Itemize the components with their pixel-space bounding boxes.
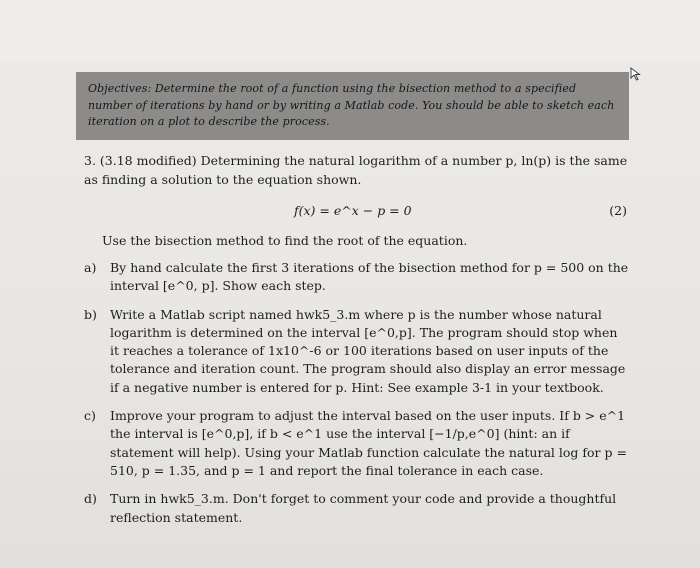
part-a [84,259,629,296]
equation: f(x) = e^x − p = 0 [294,203,412,218]
part-label: b) [84,306,97,322]
problem-intro [84,152,629,189]
part-text: By hand calculate the first 3 iterations of the bisection method for p = 500 on the interval [e^0, p]. Show each step. [110,260,629,294]
part-text: Improve your program to adjust the interval based on the user inputs. If b > e^1 the interval is [e^0,p], if b < e^1 use the interval [−1/p,e^0] (hint: an if statement will help). Using your Matlab function calculate the natural log for p = 510, p = 1.35, and p = 1 and report the final tolerance in each case. [110,408,627,478]
part-text: Turn in hwk5_3.m. Don't forget to comment your code and provide a thoughtful reflection statement. [110,491,617,525]
part-label: a) [84,260,97,275]
part-label: c) [84,408,96,424]
problem-number: 3. [84,153,96,168]
part-c [84,407,629,480]
part-d [84,490,629,527]
problem-parts-list [84,259,629,537]
part-label: d) [84,491,97,507]
problem-title: (3.18 modified) Determining the natural logarithm of a number p, ln(p) is the same as finding a solution to the equation shown. [84,153,628,187]
part-b [84,306,629,397]
equation-number: (2) [609,203,627,218]
problem-statement [84,152,629,248]
equation-row [84,202,629,222]
problem-instruction: Use the bisection method to find the root of the equation. [102,233,468,248]
page-top-margin [0,0,700,62]
pointer-cursor-icon [629,67,643,81]
part-text: Write a Matlab script named hwk5_3.m where p is the number whose natural logarithm is determined on the interval [e^0,p]. The program should stop when it reaches a tolerance of 1x10^-6 or 100 iterations based on user inputs of the tolerance and iteration count. The program should also display an error message if a negative number is entered for p. Hint: See example 3-1 in your textbook. [110,306,626,395]
objectives-text: Objectives: Determine the root of a function using the bisection method to a specified number of iterations by hand or by writing a Matlab code. You should be able to sketch each iteration on a plot to describe the process. [88,82,615,128]
objectives-box [76,72,629,140]
